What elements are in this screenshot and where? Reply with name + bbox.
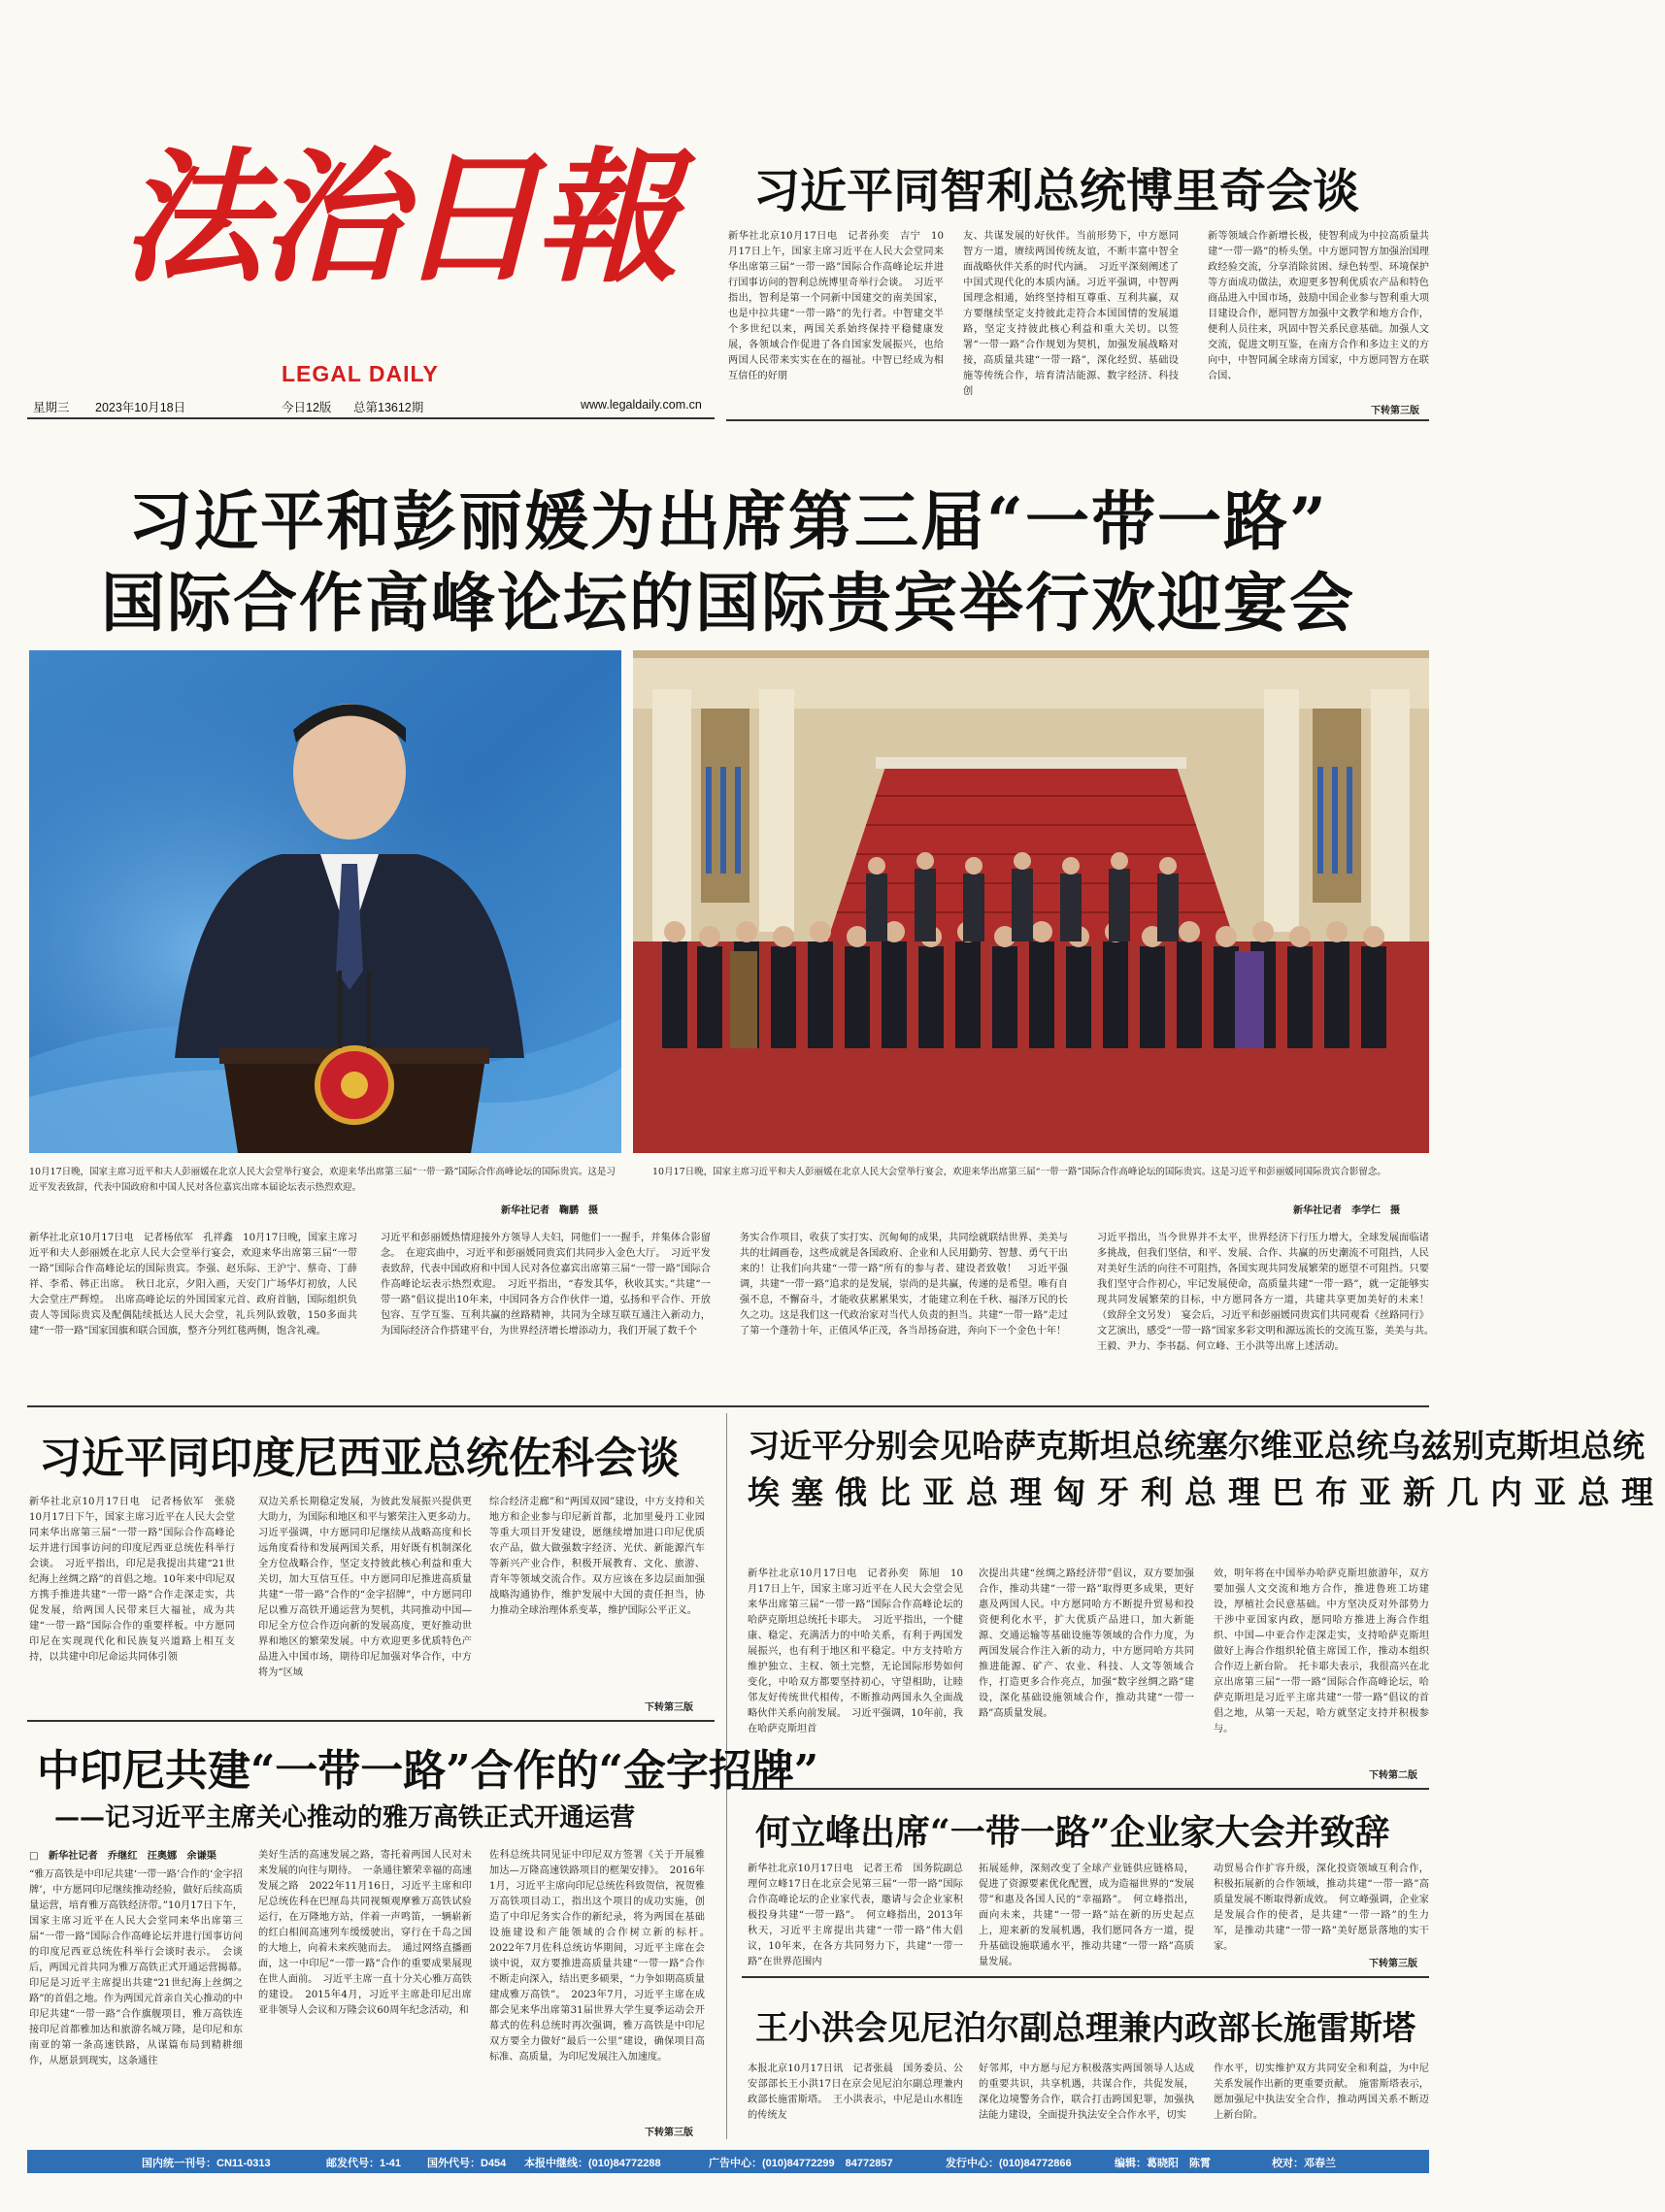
rail-column-3: 佐科总统共同见证中印尼双方签署《关于开展雅加达—万隆高速铁路项目的框架安排》。 2016年1月，习近平主席向印尼总统佐科致贺信，祝贺雅万高铁项目动工，指出这个项目的成功实施，创造了中印尼务实合作的新纪录，将为两国在基础设施建设和产能领域的合作树立新的标杆。 2022年7月佐科总统访华期间，习近平主席在会谈中说，双方要推进高质量共建“一带一路”合作不断走向深入，结出更多硕果，“力争如期高质量建成雅万高铁”。 2023年7月，习近平主席在成都会见来华出席第31届世界大学生夏季运动会开幕式的佐科总统时再次强调，雅万高铁是中印尼双方要全力做好“最后一公里”建设，确保项目高标准、高质量，为印尼发展注入加速度。 xyxy=(489,1850,716,2063)
lead-column-4: 习近平指出，当今世界并不太平，世界经济下行压力增大，全球发展面临诸多挑战，但我们坚信，和平、发展、合作、共赢的历史潮流不可阻挡，人民对美好生活的向往不可阻挡，各国实现共同发展繁荣的愿望不可阻挡。只要我们坚守合作初心，牢记发展使命，高质量共建“一带一路”，就一定能够实现共同发展繁荣的目标，中方愿同各方一道，共建共享更加美好的未来！（致辞全文另发） 宴会后，习近平和彭丽媛同贵宾们共同观看《丝路同行》文艺演出，感受“一带一路”国家多彩文明和源远流长的交流互鉴，美美与共。 王毅、尹力、李书磊、何立峰、王小洪等出席上述活动。 xyxy=(1097,1233,1440,1352)
top-story-column-1: 新华社北京10月17日电 记者孙奕 吉宁 10月17日上午，国家主席习近平在人民大会堂同来华出席第三届“一带一路”国际合作高峰论坛并进行国事访问的智利总统博里奇举行会谈。 习近平指出，智利是第一个同新中国建交的南美国家，也是中拉共建“一带一路”的先行者。中智建交半个多世纪以来，两国关系始终保持平稳健康发展，各领域合作促进了各自国家发展振兴，也给两国人民带来实实在在的福祉。中智已经成为相互信任的好朋 xyxy=(728,231,944,381)
rail-headline: 中印尼共建“一带一路”合作的“金字招牌” xyxy=(37,1746,819,1796)
lead-bottom-rule xyxy=(27,1405,1429,1407)
lead-column-2: 习近平和彭丽媛热情迎接外方领导人夫妇，同他们一一握手，并集体合影留念。 在迎宾曲中，习近平和彭丽媛同贵宾们共同步入金色大厅。 习近平发表致辞，代表中国政府和中国人民对各位嘉宾出席第三届“一带一路”国际合作高峰论坛表示热烈欢迎。 习近平指出，“春发其华，秋收其实。”共建“一带一路”倡议提出10年来，中国同各方合作伙伴一道，弘扬和平合作、开放包容、互学互鉴、互利共赢的丝路精神，共同为全球互联互通注入新动力，为国际经济合作搭建平台，为世界经济增长增添动力，我们开展了数千个 xyxy=(381,1233,711,1337)
lead-column-1: 新华社北京10月17日电 记者杨依军 孔祥鑫 10月17日晚，国家主席习近平和夫人彭丽媛在北京人民大会堂举行宴会，欢迎来华出席第三届“一带一路”国际合作高峰论坛的国际贵宾。李强、赵乐际、王沪宁、蔡奇、丁薛祥、李希、韩正出席。 秋日北京，夕阳入画，天安门广场华灯初放，人民大会堂庄严辉煌。 出席高峰论坛的外国国家元首、政府首脑，国际组织负责人等国际贵宾及配偶陆续抵达人民大会堂，礼兵列队致敬，150多面共建“一带一路”国家国旗和联合国旗，整齐分列红毯两侧，饱含礼魂。 xyxy=(29,1233,357,1337)
rail-column-2: 美好生活的高速发展之路，寄托着两国人民对未来发展的向往与期待。 一条通往繁荣幸福的高速发展之路 2022年11月16日，习近平主席和印尼总统佐科在巴厘岛共同视频观摩雅万高铁试验运行，在万隆地方站，伴着一声鸣笛，一辆崭新的红白相间高速列车缓缓驶出，穿行在千岛之国的大地上，向着未来疾驰而去。 通过网络直播画面，这一中印尼“一带一路”合作的重要成果展现在世人面前。 习近平主席一直十分关心雅万高铁的建设。 2015年4月，习近平主席赴印尼出席亚非领导人会议和万隆会议60周年纪念活动，和 xyxy=(258,1850,472,2016)
footer-editors: 编辑：葛晓阳 陈霄 xyxy=(1115,2158,1211,2169)
photo-group xyxy=(633,650,1429,1153)
masthead-website[interactable]: www.legaldaily.com.cn xyxy=(581,398,702,412)
masthead-pages: 今日12版 xyxy=(282,401,332,414)
top-story-column-2: 友、共谋发展的好伙伴。当前形势下，中方愿同智方一道，赓续两国传统友谊，不断丰富中智全面战略伙伴关系的时代内涵。 习近平深刻阐述了中国式现代化的本质内涵。习近平强调，中智两国理念相通，始终坚持相互尊重、互利共赢，双方要继续坚定支持彼此走符合本国国情的发展道路，坚定支持彼此核心利益和重大关切。以签署“一带一路”合作规划为契机，加强发展战略对接，高质量共建“一带一路”，深化经贸、基础设施等传统合作，培育清洁能源、数字经济、科技创 xyxy=(963,231,1179,397)
photo-right-caption: 10月17日晚，国家主席习近平和夫人彭丽媛在北京人民大会堂举行宴会，欢迎来华出席第三届“一带一路”国际合作高峰论坛的国际贵宾。这是习近平和彭丽媛同国际贵宾合影留念。 xyxy=(652,1167,1386,1177)
kazakh-column-2: 次提出共建“丝绸之路经济带”倡议，双方要加强合作，推动共建“一带一路”取得更多成果，更好惠及两国人民。中方愿同哈方不断提升贸易和投资便利化水平，扩大优质产品进口，加大新能源、交通运输等基础设施等领域的合作力度，为两国发展合作注入新的动力，中方愿同哈方共同推进能源、矿产、农业、科技、人文等领域合作，打造更多合作亮点，加强“数字丝绸之路”建设，深化基础设施领域合作，推动共建“一带一路”高质量发展。 xyxy=(979,1568,1194,1719)
group-photo-illustration xyxy=(633,650,1429,1153)
photo-left-credit: 新华社记者 鞠鹏 摄 xyxy=(501,1205,598,1216)
masthead-info-bar xyxy=(27,394,715,417)
he-rule xyxy=(742,1976,1429,1978)
kazakh-continued[interactable]: 下转第二版 xyxy=(1369,1770,1417,1781)
indonesia-rule xyxy=(27,1720,715,1722)
footer-domestic-code: 国内统一刊号：CN11-0313 xyxy=(142,2158,271,2169)
masthead-english-title: LEGAL DAILY xyxy=(282,361,439,386)
footer-postal-code: 邮发代号：1-41 xyxy=(326,2158,402,2169)
kazakh-rule xyxy=(742,1788,1429,1790)
masthead-issue: 总第13612期 xyxy=(353,401,424,414)
he-continued[interactable]: 下转第三版 xyxy=(1369,1959,1417,1969)
lead-headline-line-1: 习近平和彭丽媛为出席第三届“一带一路” xyxy=(128,483,1328,559)
rail-continued[interactable]: 下转第三版 xyxy=(645,2128,693,2138)
kazakh-headline-line-2: 埃塞俄比亚总理匈牙利总理巴布亚新几内亚总理 xyxy=(748,1473,1665,1511)
top-story-rule xyxy=(726,419,1429,421)
lead-headline-line-2: 国际合作高峰论坛的国际贵宾举行欢迎宴会 xyxy=(101,565,1355,641)
rail-column-1: “雅万高铁是中印尼共建‘一带一路’合作的‘金字招牌’，中方愿同印尼继续推动经验，做好后续高质量运营，培育雅万高铁经济带。”10月17日下午，国家主席习近平在人民大会堂同来华出席第三届“一带一路”国际合作高峰论坛并进行国事访问的印度尼西亚总统佐科举行会谈时表示。 会谈后，两国元首共同为雅万高铁正式开通运营揭幕。 印尼是习近平主席提出共建“21世纪海上丝绸之路”的首倡之地。作为两国元首亲自关心推动的中印尼共建“一带一路”合作旗舰项目，雅万高铁连接印尼首都雅加达和旅游名城万隆，是印尼和东南亚的第一条高速铁路，从谋篇布局到精耕细作，从愿景到现实，这条通往 xyxy=(29,1869,253,2066)
masthead-title: 法治日報 xyxy=(121,133,673,302)
indonesia-headline: 习近平同印度尼西亚总统佐科会谈 xyxy=(39,1434,680,1483)
he-column-3: 动贸易合作扩容升级，深化投资领域互利合作，积极拓展新的合作领域，推动共建“一带一路”高质量发展不断取得新成效。 何立峰强调，企业家是发展合作的使者，是共建“一带一路”的生力军，是推动共建“一带一路”美好愿景落地的实干家。 xyxy=(1214,1864,1429,1952)
rail-byline: □ 新华社记者 乔继红 汪奥娜 余谦渠 xyxy=(29,1850,216,1862)
masthead-rule xyxy=(27,417,715,419)
masthead-date: 2023年10月18日 xyxy=(95,401,186,414)
wang-column-3: 作水平，切实维护双方共同安全和利益，为中尼关系发展作出新的更重要贡献。 施雷斯塔表示，愿加强尼中执法安全合作，推动两国关系不断迈上新台阶。 xyxy=(1214,2063,1429,2121)
footer-proofreader: 校对：邓春兰 xyxy=(1272,2158,1336,2169)
wang-headline: 王小洪会见尼泊尔副总理兼内政部长施雷斯塔 xyxy=(755,2009,1415,2048)
wang-column-1: 本报北京10月17日讯 记者张晨 国务委员、公安部部长王小洪17日在京会见尼泊尔副总理兼内政部长施雷斯塔。 王小洪表示，中尼是山水相连的传统友 xyxy=(748,2063,963,2121)
photo-right-credit: 新华社记者 李学仁 摄 xyxy=(1293,1205,1400,1216)
photo-speech xyxy=(29,650,621,1153)
kazakh-column-3: 效，明年将在中国举办哈萨克斯坦旅游年，双方要加强人文交流和地方合作，推进鲁班工坊建设，厚植社会民意基础。中方坚决反对外部势力干涉中亚国家内政，愿同哈方推进上海合作组织、中国—中亚合作走深走实，支持哈萨克斯坦做好上海合作组织轮值主席国工作，推动本组织合作迈上新台阶。 托卡耶夫表示，我很高兴在北京出席第三届“一带一路”国际合作高峰论坛，哈萨克斯坦是习近平主席共建“一带一路”倡议的首倡之地，从第一天起，哈方就坚定支持并积极参与。 xyxy=(1214,1568,1429,1734)
footer-hotline: 本报中继线：(010)84772288 xyxy=(524,2158,661,2169)
kazakh-headline-line-1: 习近平分别会见哈萨克斯坦总统塞尔维亚总统乌兹别克斯坦总统 xyxy=(748,1427,1645,1465)
photo-left-caption: 10月17日晚，国家主席习近平和夫人彭丽媛在北京人民大会堂举行宴会，欢迎来华出席第三届“一带一路”国际合作高峰论坛的国际贵宾。这是习近平发表致辞，代表中国政府和中国人民对各位嘉宾出席本届论坛表示热烈欢迎。 xyxy=(29,1167,616,1193)
he-column-2: 拓展延伸，深刻改变了全球产业链供应链格局，促进了资源要素优化配置，成为造福世界的“发展带”和惠及各国人民的“幸福路”。 何立峰指出，面向未来，共建“一带一路”站在新的历史起点上，迎来新的发展机遇，我们愿同各方一道，提升基础设施联通水平，推动共建“一带一路”高质量发展。 xyxy=(979,1864,1194,1967)
speech-photo-illustration xyxy=(29,650,621,1153)
rail-subheadline: ——记习近平主席关心推动的雅万高铁正式开通运营 xyxy=(54,1803,636,1832)
footer-bar xyxy=(27,2150,1429,2173)
indonesia-column-1: 新华社北京10月17日电 记者杨依军 张骁 10月17日下午，国家主席习近平在人民大会堂同来华出席第三届“一带一路”国际合作高峰论坛并进行国事访问的印度尼西亚总统佐科举行会谈。 习近平指出，印尼是我提出共建“21世纪海上丝绸之路”的首倡之地。10年来中印尼双方携手推进共建“一带一路”合作走深走实，共促发展，给两国人民带来巨大福祉，成为共建“一带一路”国际合作的重要样板。中方愿同印尼在实现现代化和民族复兴道路上相互支持，以共建中印尼命运共同体引领 xyxy=(29,1497,246,1663)
indonesia-column-2: 双边关系长期稳定发展，为彼此发展振兴提供更大助力，为国际和地区和平与繁荣注入更多动力。 习近平强调，中方愿同印尼继续从战略高度和长远角度看待和发展两国关系，用好既有机制深化全方位战略合作，坚定支持彼此核心利益和重大关切，加大互信互任。中方愿同印尼推进高质量共建“一带一路”合作的“金字招牌”，中方愿同印尼以雅万高铁开通运营为契机，共同推动中国—印尼全方位合作迈向新的发展高度，更好推动世界和地区的繁荣发展。中方欢迎更多优质特色产品进入中国市场，期待印尼加强对华合作，中方将为“区域 xyxy=(258,1497,483,1678)
top-story-column-3: 新等领域合作新增长极，使智利成为中拉高质量共建“一带一路”的桥头堡。中方愿同智方加强治国理政经验交流，分享消除贫困、绿色转型、环境保护等方面成功做法，欢迎更多智利优质农产品和特色商品进入中国市场，鼓励中国企业参与智利重大项目建设合作，愿同智方加强中文教学和地方合作，便利人员往来，巩固中智关系民意基础。加强人文交流，促进文明互鉴，在南方合作和多边主义的方向中，中智同属全球南方国家，中方愿同智方在联合国、 xyxy=(1208,231,1429,381)
he-column-1: 新华社北京10月17日电 记者王希 国务院副总理何立峰17日在北京会见第三届“一带一路”国际合作高峰论坛的企业家代表，邀请与会企业家积极投身共建“一带一路”。 何立峰指出，2013年秋天，习近平主席提出共建“一带一路”伟大倡议，10年来，在各方共同努力下，共建“一带一路”在世界范围内 xyxy=(748,1864,963,1967)
lead-column-3: 务实合作项目，收获了实打实、沉甸甸的成果，共同绘就联结世界、美美与共的壮阔画卷，这些成就是各国政府、企业和人民用勤劳、智慧、勇气干出来的！让我们向共建“一带一路”所有的参与者、建设者致敬！ 习近平强调，共建“一带一路”追求的是发展，崇尚的是共赢，传递的是希望。唯有自强不息，不懈奋斗，才能收获累累果实，才能建立利在千秋、福泽万民的长久之功。这是我们这一代政治家对当代人负责的担当。共建“一带一路”走过了第一个蓬勃十年，正值风华正茂，各当昂扬奋进，奔向下一个金色十年！ xyxy=(740,1233,1068,1337)
kazakh-column-1: 新华社北京10月17日电 记者孙奕 陈旭 10月17日上午，国家主席习近平在人民大会堂会见来华出席第三届“一带一路”国际合作高峰论坛的哈萨克斯坦总统托卡耶夫。 习近平指出，一个健康、稳定、充满活力的中哈关系，有利于两国发展振兴，也有利于地区和平稳定。中方支持哈方维护独立、主权、领土完整，无论国际形势如何变化，中哈双方都要坚持初心，守望相助，让睦邻友好传统世代相传，不断推动两国永久全面战略伙伴关系向前发展。 习近平强调，10年前，我在哈萨克斯坦首 xyxy=(748,1568,963,1734)
footer-ad-center: 广告中心：(010)84772299 84772857 xyxy=(709,2158,893,2169)
indonesia-column-3: 综合经济走廊”和“两国双园”建设，中方支持和关地方和企业参与印尼新首都，北加里曼丹工业园等重大项目开发建设，愿继续增加进口印尼优质农产品，做大做强数字经济、光伏、新能源汽车等新兴产业合作，积极开展教育、文化、旅游、青年等领域交流合作。双方应该在多边层面加强战略沟通协作，维护发展中大国的责任担当，协力推动全球治理体系变革，维护国际公平正义。 xyxy=(489,1497,705,1616)
wang-column-2: 好邻邦，中方愿与尼方积极落实两国领导人达成的重要共识，共享机遇，共谋合作，共促发展，深化边境警务合作，联合打击跨国犯罪，加强执法能力建设，全面提升执法安全合作水平，切实 xyxy=(979,2063,1194,2121)
masthead-weekday: 星期三 xyxy=(33,401,70,414)
he-headline: 何立峰出席“一带一路”企业家大会并致辞 xyxy=(755,1812,1390,1853)
top-story-headline: 习近平同智利总统博里奇会谈 xyxy=(753,164,1360,218)
indonesia-continued[interactable]: 下转第三版 xyxy=(645,1702,693,1713)
footer-foreign-code: 国外代号：D454 xyxy=(427,2158,507,2169)
top-story-continued[interactable]: 下转第三版 xyxy=(1371,406,1419,416)
footer-distribution: 发行中心：(010)84772866 xyxy=(946,2158,1072,2169)
